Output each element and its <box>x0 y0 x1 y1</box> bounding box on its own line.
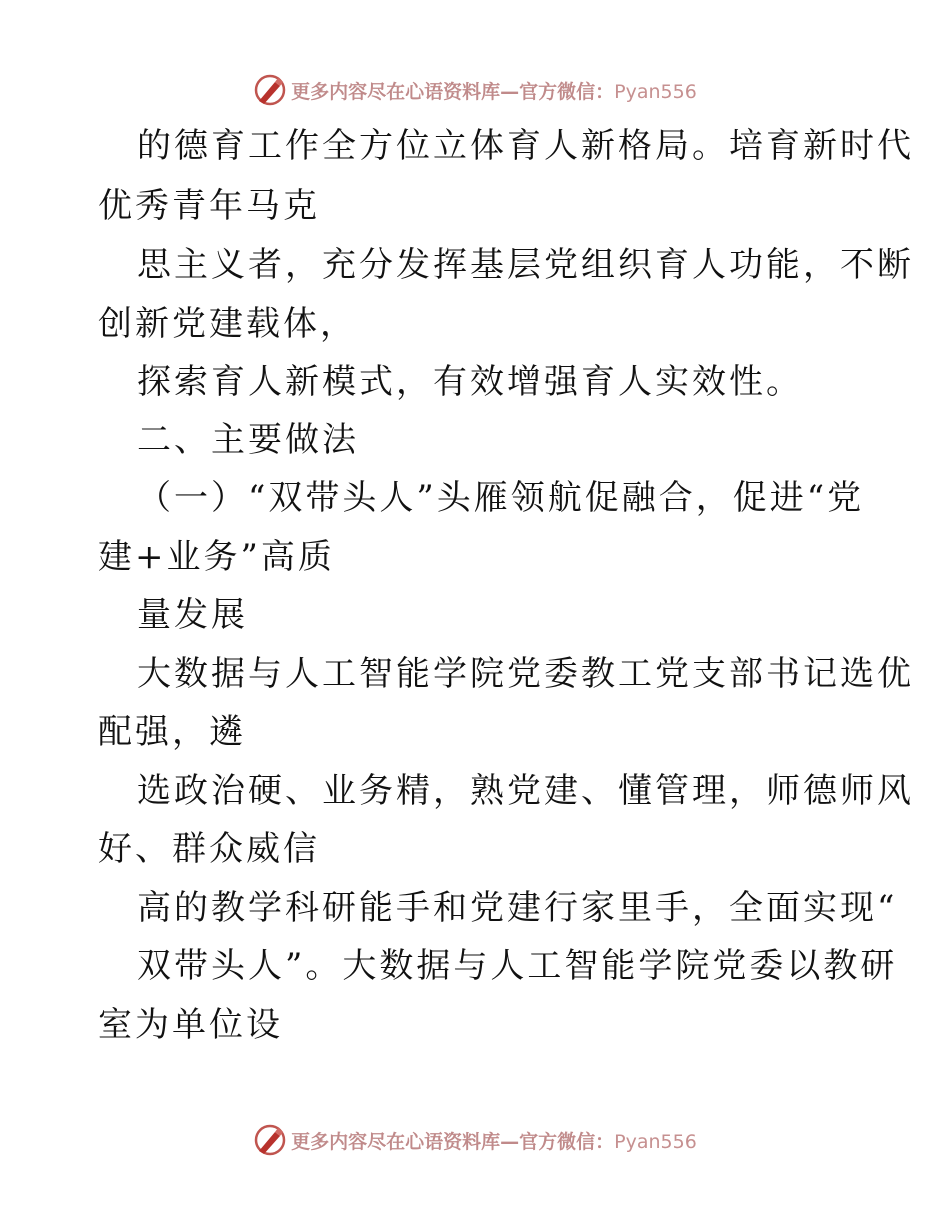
body-line: 探索育人新模式，有效增强育人实效性。 <box>137 362 803 402</box>
body-line: 的德育工作全方位立体育人新格局。培育新时代 <box>137 126 914 166</box>
body-line: 好、群众威信 <box>98 829 320 869</box>
body-line: 优秀青年马克 <box>98 186 320 226</box>
body-line: 思主义者，充分发挥基层党组织育人功能，不断 <box>137 245 914 285</box>
body-line: 高的教学科研能手和党建行家里手，全面实现“ <box>137 888 898 928</box>
body-line: 量发展 <box>137 595 248 635</box>
pen-circle-logo-icon <box>253 1123 287 1157</box>
body-line: 双带头人”。大数据与人工智能学院党委以教研 <box>137 946 898 986</box>
section-heading: 二、主要做法 <box>137 420 359 460</box>
body-line: 大数据与人工智能学院党委教工党支部书记选优 <box>137 654 914 694</box>
footer-watermark <box>0 1120 950 1160</box>
body-line: 选政治硬、业务精，熟党建、懂管理，师德师风 <box>137 771 914 811</box>
body-line: 配强，遴 <box>98 712 246 752</box>
body-line: 建+业务”高质 <box>98 537 335 577</box>
pen-circle-logo-icon <box>253 73 287 107</box>
watermark-text: 更多内容尽在心语资料库—官方微信：Pyan556 <box>291 80 697 103</box>
watermark-text: 更多内容尽在心语资料库—官方微信：Pyan556 <box>291 1130 697 1153</box>
header-watermark <box>0 70 950 110</box>
body-line: 室为单位设 <box>98 1005 283 1045</box>
subsection-heading: （一）“双带头人”头雁领航促融合，促进“党 <box>137 478 865 518</box>
body-line: 创新党建载体， <box>98 304 357 344</box>
